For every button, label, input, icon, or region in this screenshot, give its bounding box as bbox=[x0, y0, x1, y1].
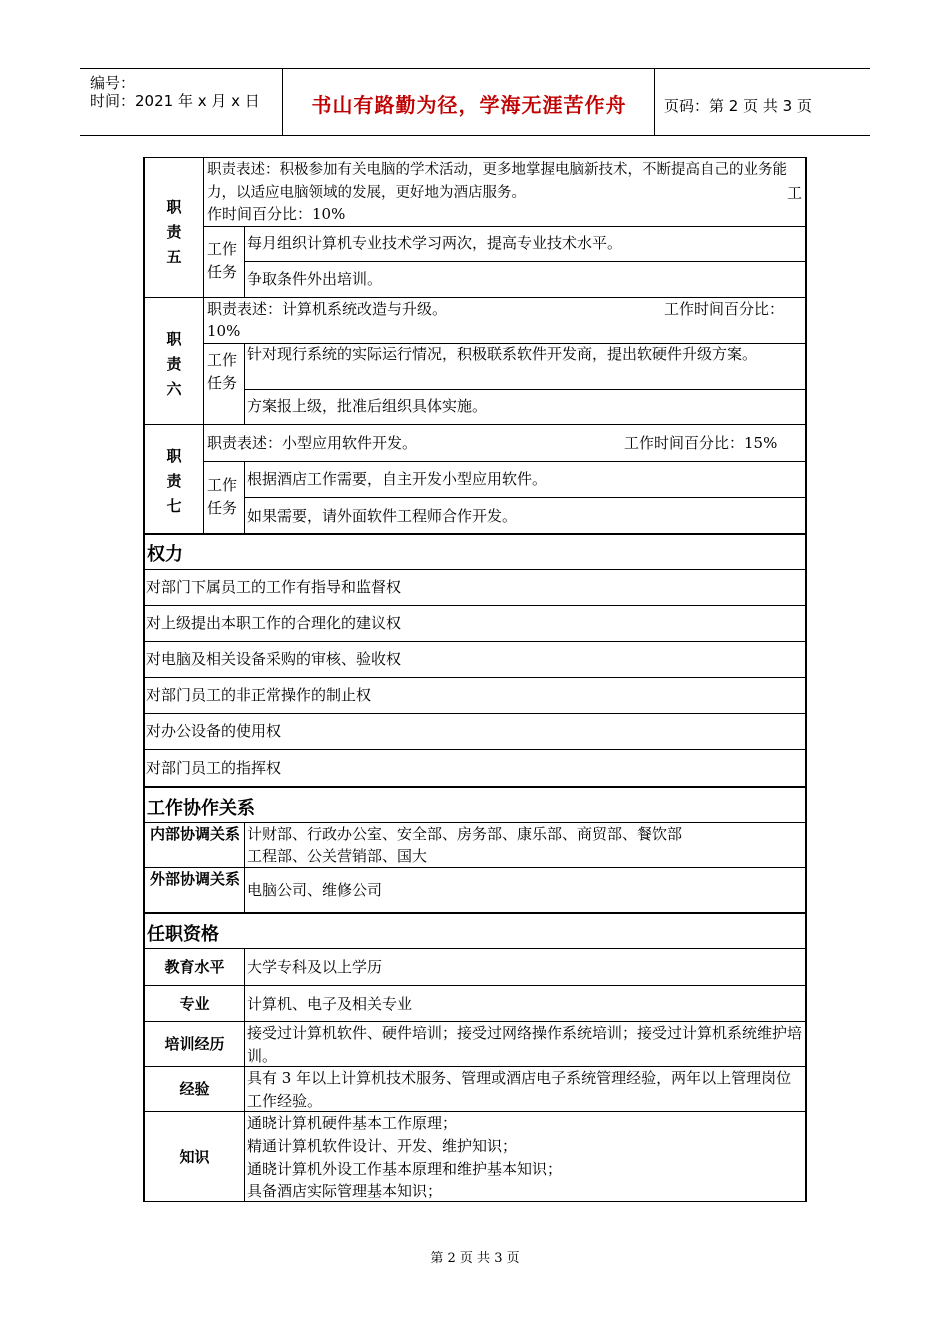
section-divider bbox=[143, 786, 807, 788]
power-item: 对上级提出本职工作的合理化的建议权 bbox=[146, 614, 402, 632]
task-item: 每月组织计算机专业技术学习两次，提高专业技术水平。 bbox=[247, 234, 623, 252]
section-title: 工作协作关系 bbox=[147, 798, 255, 819]
table-border-bottom bbox=[143, 1201, 807, 1202]
section-divider bbox=[143, 912, 807, 914]
task-item: 根据酒店工作需要，自主开发小型应用软件。 bbox=[247, 470, 548, 488]
header-divider bbox=[654, 68, 655, 136]
task-label: 工作任务 bbox=[207, 351, 238, 392]
section-title: 权力 bbox=[147, 544, 183, 565]
row-divider bbox=[143, 605, 806, 606]
internal-relations-label: 内部协调关系 bbox=[149, 825, 240, 843]
task-item: 争取条件外出培训。 bbox=[247, 270, 383, 288]
task-label: 工作任务 bbox=[207, 240, 238, 281]
row-divider bbox=[244, 261, 806, 262]
education-value: 大学专科及以上学历 bbox=[247, 958, 383, 976]
duty-label: 职 责 六 bbox=[166, 330, 182, 398]
knowledge-line: 通晓计算机硬件基本工作原理； bbox=[247, 1114, 458, 1132]
duty-time-value: 10% bbox=[207, 322, 241, 340]
duty-description: 职责表述：计算机系统改造与升级。 bbox=[207, 300, 448, 318]
major-value: 计算机、电子及相关专业 bbox=[247, 995, 413, 1013]
experience-value: 具有 3 年以上计算机技术服务、管理或酒店电子系统管理经验，两年以上管理岗位工作经验。 bbox=[247, 1069, 792, 1110]
power-item: 对电脑及相关设备采购的审核、验收权 bbox=[146, 650, 402, 668]
table-border-right bbox=[805, 157, 807, 1202]
knowledge-line: 精通计算机软件设计、开发、维护知识； bbox=[247, 1137, 518, 1155]
internal-relations-line: 计财部、行政办公室、安全部、房务部、康乐部、商贸部、餐饮部 bbox=[247, 825, 683, 843]
row-divider bbox=[143, 424, 806, 425]
knowledge-line: 具备酒店实际管理基本知识； bbox=[247, 1182, 443, 1200]
header-motto: 书山有路勤为径，学海无涯苦作舟 bbox=[311, 93, 627, 117]
section-divider bbox=[143, 533, 807, 535]
training-value: 接受过计算机软件、硬件培训；接受过网络操作系统培训；接受过计算机系统维护培训。 bbox=[247, 1024, 803, 1065]
row-divider bbox=[244, 389, 806, 390]
qualification-label-divider bbox=[244, 948, 245, 1201]
row-divider bbox=[143, 867, 806, 868]
duty-label-divider bbox=[203, 157, 204, 534]
page-info: 页码：第 2 页 共 3 页 bbox=[664, 97, 812, 115]
row-divider bbox=[244, 497, 806, 498]
table-border-top bbox=[143, 157, 807, 158]
external-relations-value: 电脑公司、维修公司 bbox=[247, 881, 383, 899]
header-divider bbox=[282, 68, 283, 136]
row-divider bbox=[143, 985, 806, 986]
education-label: 教育水平 bbox=[164, 958, 225, 976]
task-item: 如果需要，请外面软件工程师合作开发。 bbox=[247, 507, 518, 525]
task-label-divider bbox=[244, 343, 245, 424]
page-footer: 第 2 页 共 3 页 bbox=[430, 1251, 520, 1266]
power-item: 对部门员工的非正常操作的制止权 bbox=[146, 686, 372, 704]
duty-time-head: 工 bbox=[787, 184, 803, 202]
row-divider bbox=[143, 749, 806, 750]
document-date: 时间：2021 年 x 月 x 日 bbox=[90, 92, 260, 110]
power-item: 对办公设备的使用权 bbox=[146, 722, 282, 740]
row-divider bbox=[143, 948, 806, 949]
training-label: 培训经历 bbox=[164, 1035, 225, 1053]
duty-time-share: 作时间百分比：10% bbox=[207, 205, 346, 223]
duty-time-share: 工作时间百分比：15% bbox=[624, 434, 778, 452]
task-item: 方案报上级，批准后组织具体实施。 bbox=[247, 397, 488, 415]
major-label: 专业 bbox=[179, 995, 210, 1013]
row-divider bbox=[143, 677, 806, 678]
external-relations-label: 外部协调关系 bbox=[149, 870, 240, 888]
task-label: 工作任务 bbox=[207, 476, 238, 517]
task-item: 针对现行系统的实际运行情况，积极联系软件开发商，提出软硬件升级方案。 bbox=[247, 345, 758, 363]
power-item: 对部门下属员工的工作有指导和监督权 bbox=[146, 578, 402, 596]
duty-description: 职责表述：小型应用软件开发。 bbox=[207, 434, 418, 452]
power-item: 对部门员工的指挥权 bbox=[146, 759, 282, 777]
internal-relations-line: 工程部、公关营销部、国大 bbox=[247, 847, 428, 865]
duty-time-label: 工作时间百分比： bbox=[664, 300, 785, 318]
row-divider bbox=[203, 226, 806, 227]
row-divider bbox=[143, 569, 806, 570]
section-title: 任职资格 bbox=[147, 924, 219, 945]
duty-description: 职责表述：积极参加有关电脑的学术活动，更多地掌握电脑新技术，不断提高自己的业务能力，以适应电脑领域的发展，更好地为酒店服务。 bbox=[207, 162, 787, 201]
duty-label: 职 责 五 bbox=[166, 198, 182, 266]
header-top-rule bbox=[80, 68, 870, 69]
row-divider bbox=[143, 713, 806, 714]
document-code-label: 编号： bbox=[90, 74, 136, 92]
relations-label-divider bbox=[244, 822, 245, 913]
knowledge-label: 知识 bbox=[179, 1148, 210, 1166]
knowledge-line: 通晓计算机外设工作基本原理和维护基本知识； bbox=[247, 1160, 563, 1178]
row-divider bbox=[203, 461, 806, 462]
duty-label: 职 责 七 bbox=[166, 447, 182, 515]
header-bottom-rule bbox=[80, 135, 870, 136]
row-divider bbox=[143, 641, 806, 642]
experience-label: 经验 bbox=[179, 1080, 210, 1098]
